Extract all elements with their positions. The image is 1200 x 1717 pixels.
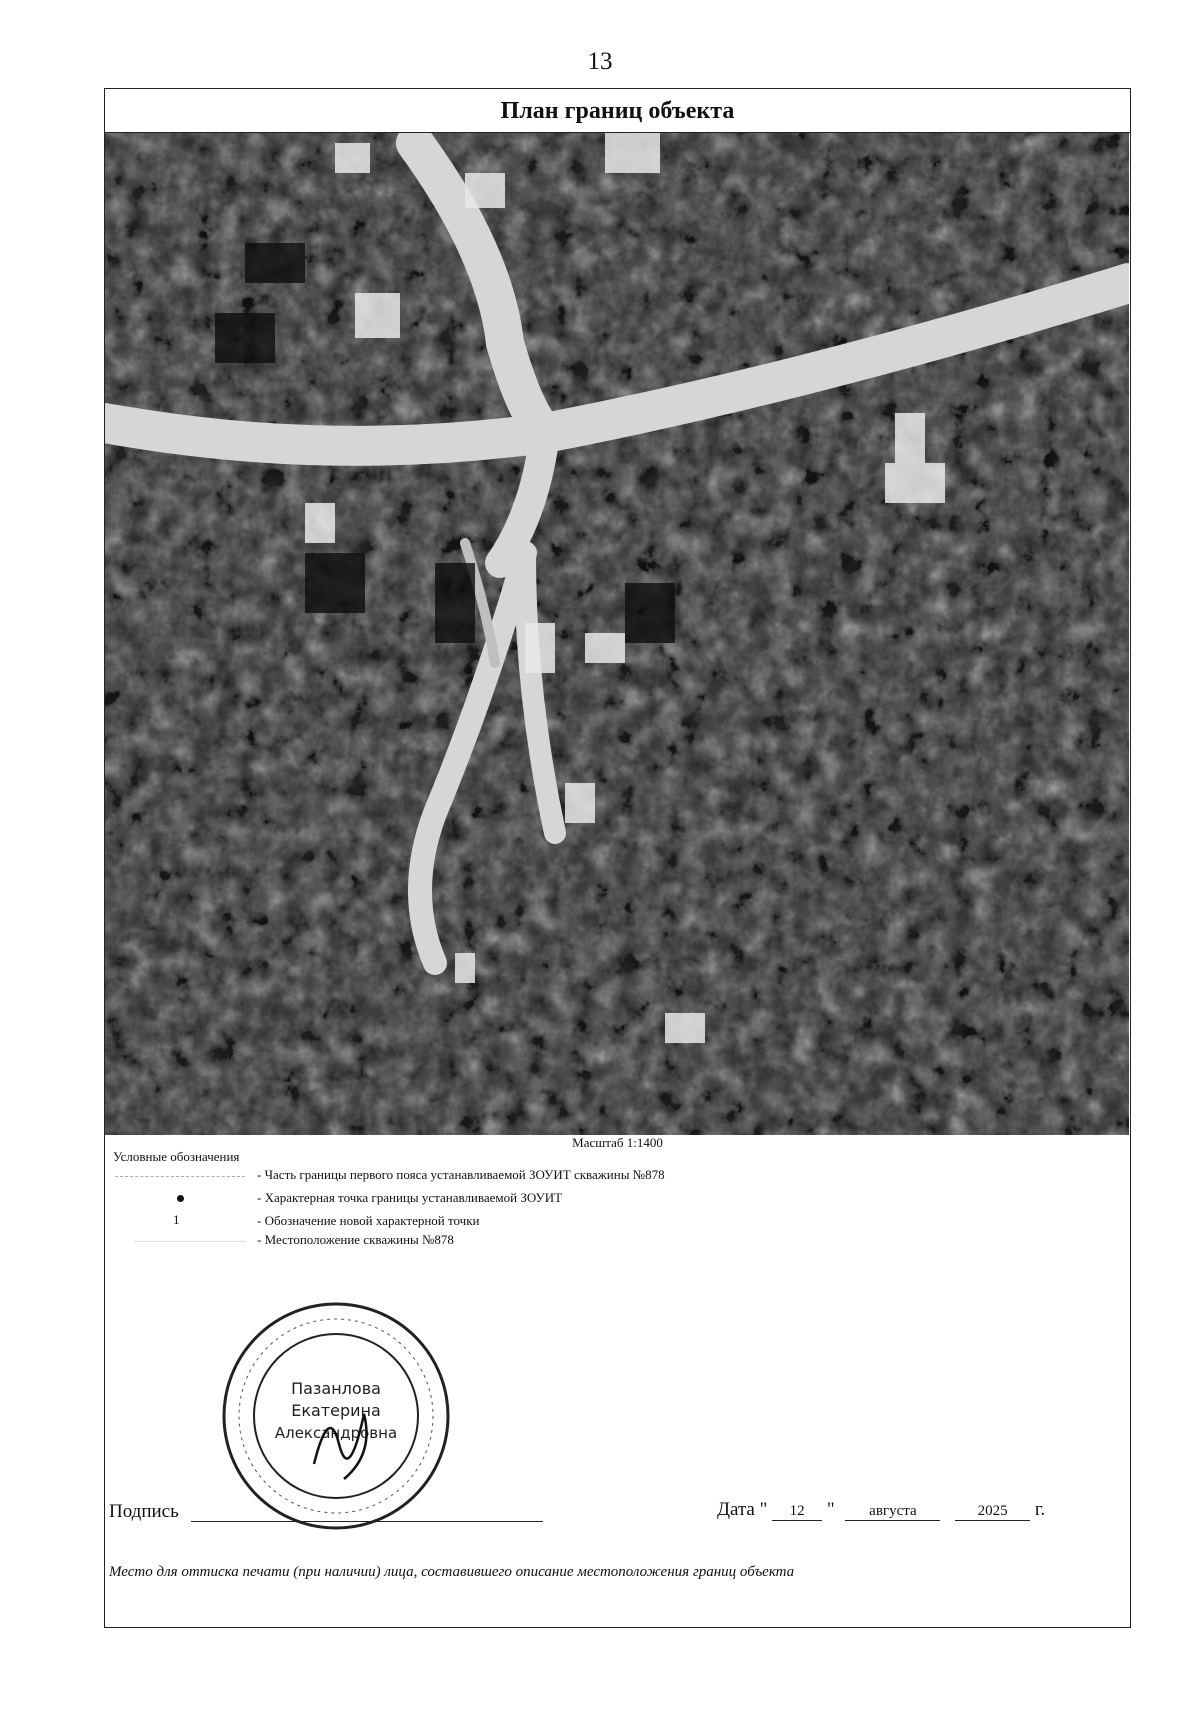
legend-item-text: - Обозначение новой характерной точки [257, 1213, 480, 1228]
page-title: План границ объекта [105, 89, 1130, 133]
legend-item [105, 1230, 1005, 1250]
point-number-symbol [105, 1211, 245, 1231]
map-scale: Масштаб 1:1400 [572, 1135, 663, 1150]
date-month: августа [845, 1503, 940, 1521]
legend-item [105, 1211, 1005, 1231]
round-stamp-seal [214, 1294, 459, 1539]
legend-item [105, 1188, 1005, 1208]
date-day: 12 [772, 1503, 822, 1521]
legend-item-text: - Часть границы первого пояса устанавливаемой ЗОУИТ скважины №878 [257, 1167, 665, 1182]
date-suffix: г. [1034, 1499, 1046, 1520]
legend-item-text: - Характерная точка границы устанавливаемой ЗОУИТ [257, 1190, 563, 1205]
aerial-map-image [105, 133, 1129, 1135]
legend-item-text: - Местоположение скважины №878 [257, 1232, 454, 1247]
legend-title: Условные обозначения [113, 1149, 240, 1164]
document-frame [104, 88, 1131, 1628]
date-year: 2025 [955, 1503, 1030, 1521]
point-symbol [105, 1188, 245, 1208]
point-number-label: 1 [173, 1212, 180, 1227]
date-block: Дата " 12 " августа 2025 г. [717, 1499, 1046, 1520]
signature-label: Подпись [109, 1501, 179, 1522]
dotted-line-symbol [105, 1230, 245, 1250]
svg-text:Пазанлова: Пазанлова [291, 1379, 381, 1398]
svg-text:Александровна: Александровна [274, 1424, 398, 1442]
legend-item [105, 1165, 1005, 1185]
svg-text:Екатерина: Екатерина [291, 1401, 381, 1420]
page-number: 13 [587, 48, 613, 75]
date-label: Дата [717, 1499, 755, 1520]
dashed-line-symbol [105, 1165, 245, 1185]
stamp-placement-note: Место для оттиска печати (при наличии) лица, составившего описание местоположения границ объекта [109, 1564, 795, 1580]
